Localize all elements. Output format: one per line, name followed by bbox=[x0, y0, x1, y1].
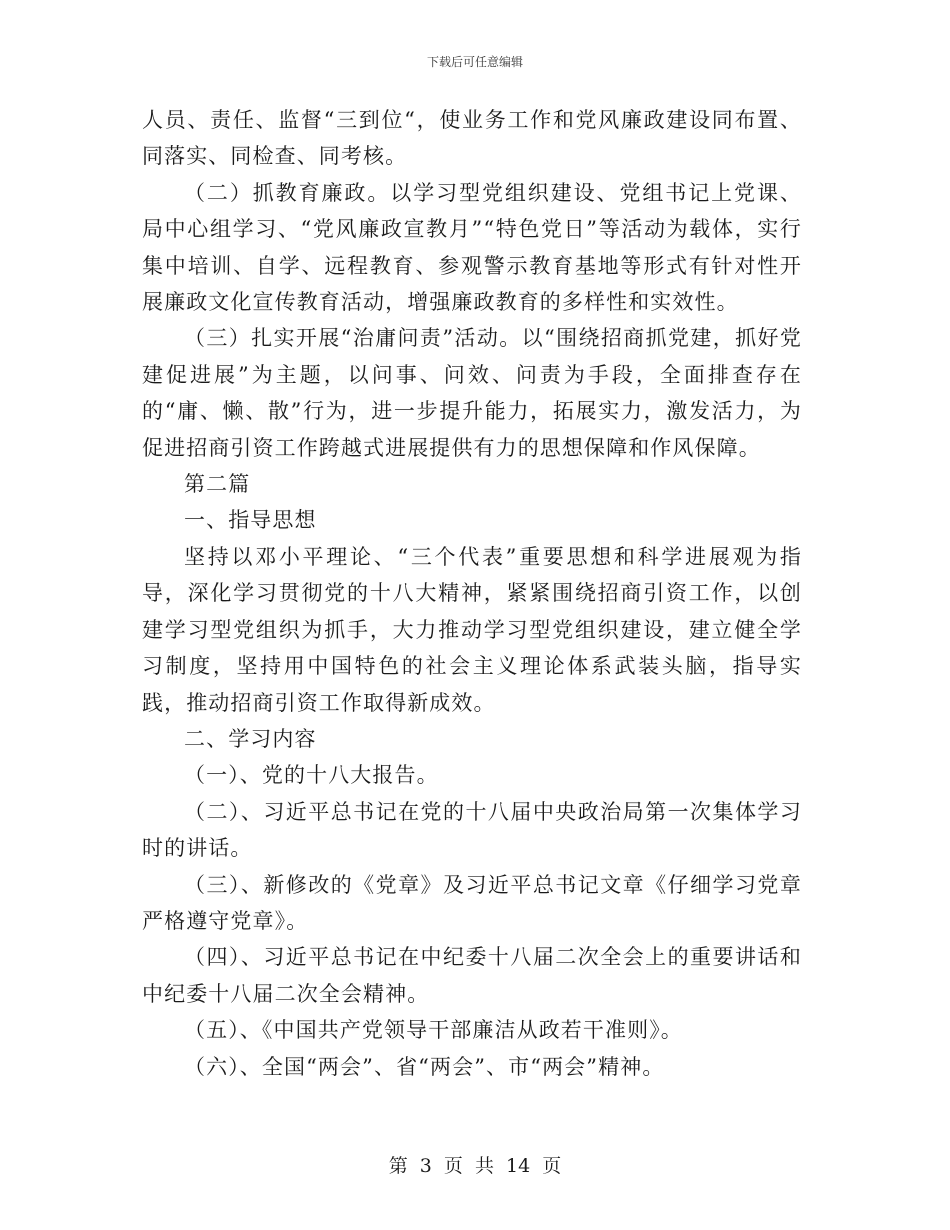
page-header: 下载后可任意编辑 bbox=[426, 55, 523, 69]
list-item: （六）、全国“两会”、省“两会”、市“两会”精神。 bbox=[184, 1054, 665, 1079]
paragraph: 人员、责任、监督“三到位“，使业务工作和党风廉政建设同布置、同落实、同检查、同考核。 bbox=[142, 108, 802, 169]
section-heading: 一、指导思想 bbox=[184, 508, 317, 533]
list-item: （四）、习近平总书记在中纪委十八届二次全会上的重要讲话和中纪委十八届二次全会精神。 bbox=[142, 945, 802, 1006]
paragraph: （二）抓教育廉政。以学习型党组织建设、党组书记上党课、局中心组学习、“党风廉政宣教月”“特色党日”等活动为载体，实行集中培训、自学、远程教育、参观警示教育基地等形式有针对性开展廉政文化宣传教育活动，增强廉政教育的多样性和实效性。 bbox=[142, 180, 802, 315]
paragraph: （三）扎实开展“治庸问责”活动。以“围绕招商抓党建，抓好党建促进展”为主题，以问事、问效、问责为手段，全面排查存在的“庸、懒、散”行为，进一步提升能力，拓展实力，激发活力，为促进招商引资工作跨越式进展提供有力的思想保障和作风保障。 bbox=[142, 326, 802, 460]
section-title: 第二篇 bbox=[184, 472, 251, 497]
page-number: 第 3 页 共 14 页 bbox=[388, 1155, 562, 1177]
list-item: （二）、习近平总书记在党的十八届中央政治局第一次集体学习时的讲话。 bbox=[142, 799, 802, 861]
list-item: （五）、《中国共产党领导干部廉洁从政若干准则》。 bbox=[184, 1018, 683, 1043]
section-heading: 二、学习内容 bbox=[184, 726, 317, 751]
list-item: （一）、党的十八大报告。 bbox=[184, 763, 439, 788]
document-body bbox=[142, 102, 802, 1085]
paragraph: 坚持以邓小平理论、“三个代表”重要思想和科学进展观为指导，深化学习贯彻党的十八大精神，紧紧围绕招商引资工作，以创建学习型党组织为抓手，大力推动学习型党组织建设，建立健全学习制度，坚持用中国特色的社会主义理论体系武装头脑，指导实践，推动招商引资工作取得新成效。 bbox=[142, 544, 802, 715]
list-item: （三）、新修改的《党章》及习近平总书记文章《仔细学习党章严格遵守党章》。 bbox=[142, 872, 802, 933]
